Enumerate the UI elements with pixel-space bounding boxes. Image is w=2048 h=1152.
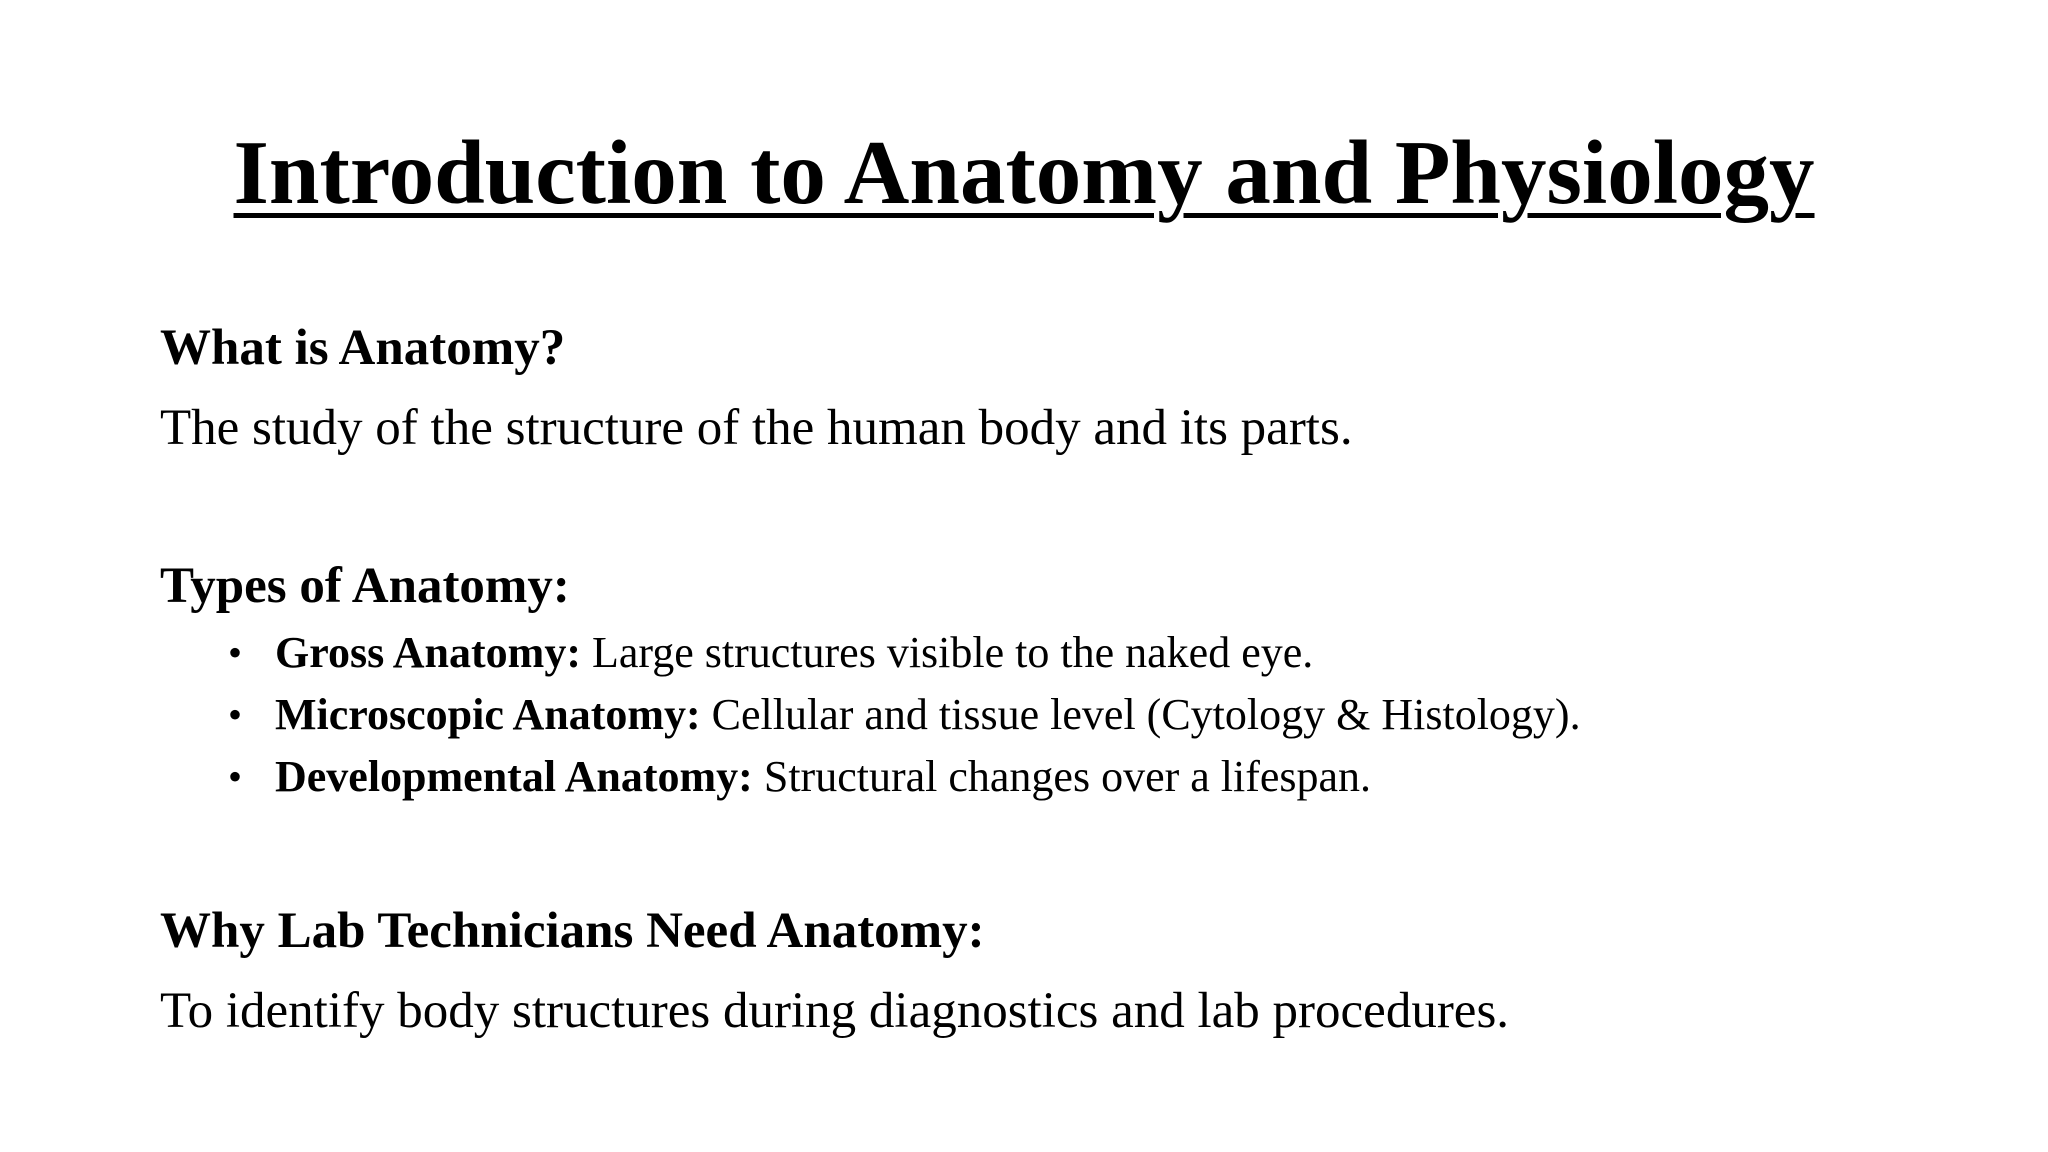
types-of-anatomy-heading: Types of Anatomy: [160, 558, 570, 614]
list-item-description: Structural changes over a lifespan. [752, 752, 1372, 801]
bullet-icon: • [228, 630, 243, 675]
list-item-text [275, 622, 1313, 684]
list-item-term: Gross Anatomy: [275, 628, 581, 677]
slide-title: Introduction to Anatomy and Physiology [233, 122, 1815, 223]
why-lab-technicians-text: To identify body structures during diagnostics and lab procedures. [160, 983, 1510, 1039]
what-is-anatomy-heading: What is Anatomy? [160, 320, 566, 376]
list-item-term: Developmental Anatomy: [275, 752, 753, 801]
what-is-anatomy-text: The study of the structure of the human body and its parts. [160, 400, 1353, 456]
bullet-icon: • [228, 754, 243, 799]
list-item-text [275, 746, 1371, 808]
list-item-description: Cellular and tissue level (Cytology & Histology). [700, 690, 1581, 739]
list-item-description: Large structures visible to the naked eye. [580, 628, 1314, 677]
list-item-term: Microscopic Anatomy: [275, 690, 701, 739]
why-lab-technicians-heading: Why Lab Technicians Need Anatomy: [160, 903, 985, 959]
bullet-icon: • [228, 692, 243, 737]
list-item-text [275, 684, 1581, 746]
